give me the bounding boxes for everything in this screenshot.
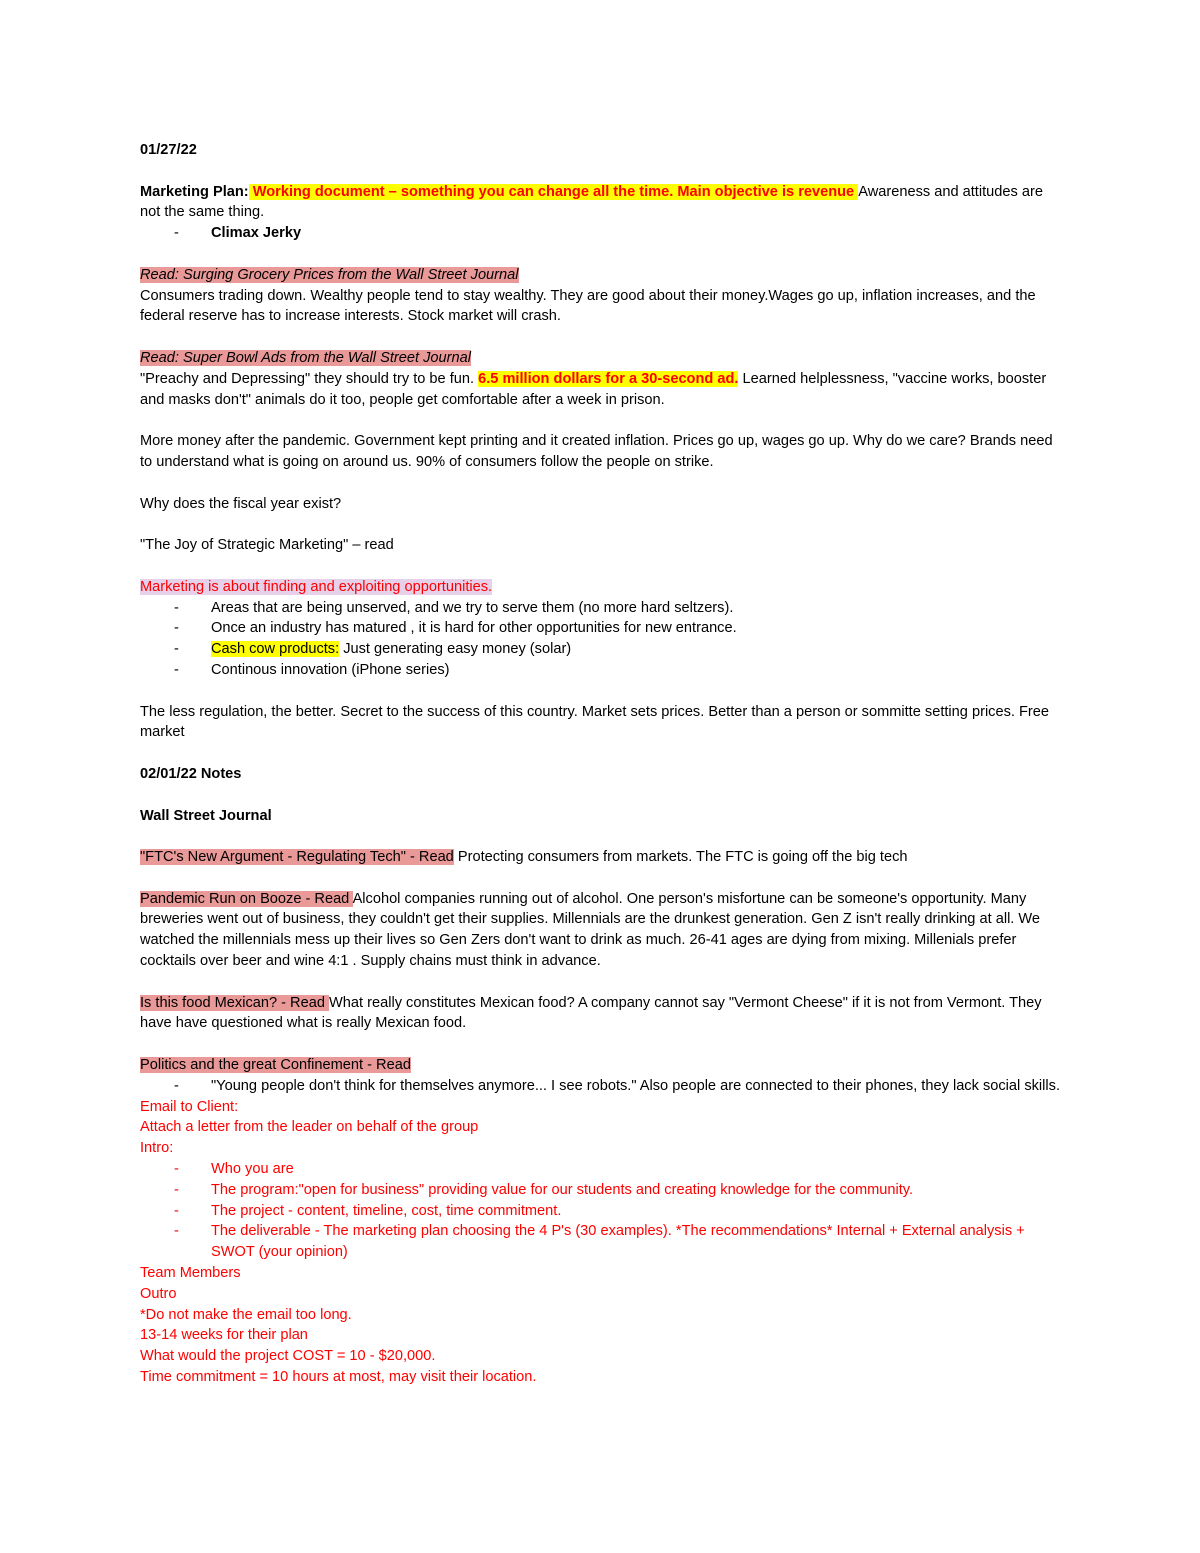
marketing-plan-label: Marketing Plan: bbox=[140, 183, 249, 200]
opportunities-list bbox=[140, 598, 1060, 681]
list-item: - Areas that are being unserved, and we try to serve them (no more hard seltzers). bbox=[174, 599, 734, 616]
opportunities-heading: Marketing is about finding and exploiting opportunities. bbox=[140, 578, 493, 595]
regulation-paragraph: The less regulation, the better. Secret to the success of this country. Market sets prices. Better than a person or sommitte setting prices. Free market bbox=[140, 703, 1050, 741]
email-line: Outro bbox=[140, 1285, 177, 1302]
fiscal-paragraph: Why does the fiscal year exist? bbox=[140, 495, 342, 512]
list-item: - Continous innovation (iPhone series) bbox=[174, 661, 450, 678]
joy-paragraph: "The Joy of Strategic Marketing" – read bbox=[140, 537, 394, 554]
money-paragraph: More money after the pandemic. Government kept printing and it created inflation. Prices go up, wages go up. Why do we care? Brands need to understand what is going on around us. 90% of consumers follow the people on strike. bbox=[140, 433, 1053, 470]
email-line: *Do not make the email too long. bbox=[140, 1306, 352, 1323]
ftc-paragraph: "FTC's New Argument - Regulating Tech" - Read Protecting consumers from markets. The FTC is going off the big tech bbox=[140, 849, 908, 866]
list-item: - Cash cow products: Just generating easy money (solar) bbox=[174, 641, 572, 658]
mexican-paragraph: Is this food Mexican? - Read What really constitutes Mexican food? A company cannot say "Vermont Cheese" if it is not from Vermont. They have have questioned what is really Mexican food. bbox=[140, 994, 1042, 1032]
email-line: Attach a letter from the leader on behalf of the group bbox=[140, 1119, 479, 1136]
read-title-superbowl: Read: Super Bowl Ads from the Wall Street Journal bbox=[140, 349, 471, 366]
list-item: - The deliverable - The marketing plan choosing the 4 P's (30 examples). *The recommendations* Internal + External analysis + SWOT (your opinion) bbox=[174, 1223, 1025, 1261]
list-item: - The project - content, timeline, cost, time commitment. bbox=[174, 1202, 562, 1219]
list-item: - Who you are bbox=[174, 1161, 294, 1178]
mexican-title: Is this food Mexican? - Read bbox=[140, 994, 329, 1011]
email-line: Time commitment = 10 hours at most, may visit their location. bbox=[140, 1369, 537, 1386]
wsj-heading: Wall Street Journal bbox=[140, 807, 272, 824]
read-title-grocery: Read: Surging Grocery Prices from the Wall Street Journal bbox=[140, 266, 519, 283]
cash-cow-highlight: Cash cow products: bbox=[211, 641, 340, 658]
list-item: - "Young people don't think for themselves anymore... I see robots." Also people are connected to their phones, they lack social skills. bbox=[174, 1077, 1060, 1094]
email-line: Intro: bbox=[140, 1140, 174, 1157]
marketing-plan-highlight: Working document – something you can change all the time. Main objective is revenue bbox=[248, 183, 859, 200]
marketing-plan-paragraph bbox=[140, 182, 1060, 224]
booze-paragraph: Pandemic Run on Booze - Read Alcohol companies running out of alcohol. One person's misfortune can be someone's opportunity. Many breweries went out of business, they couldn't get their supplies. Millennials are the drunkest generation. Gen Z isn't really drinking at all. We watched the millennials mess up their lives so Gen Zers don't want to drink as much. 26-41 ages are dying from mixing. Millenials prefer cocktails over beer and wine 4:1 . Supply chains must think in advance. bbox=[140, 890, 1041, 970]
document-body bbox=[140, 140, 1060, 1388]
list-item: - Once an industry has matured , it is hard for other opportunities for new entrance. bbox=[174, 620, 737, 637]
ftc-title: "FTC's New Argument - Regulating Tech" - Read bbox=[140, 849, 454, 866]
email-line: 13-14 weeks for their plan bbox=[140, 1327, 308, 1344]
booze-title: Pandemic Run on Booze - Read bbox=[140, 890, 353, 907]
politics-title: Politics and the great Confinement - Read bbox=[140, 1057, 411, 1074]
read-body-superbowl: "Preachy and Depressing" they should try to be fun. 6.5 million dollars for a 30-second ad. Learned helplessness, "vaccine works, booster and masks don't" animals do it too, people get comfortable after a week in prison. bbox=[140, 370, 1047, 408]
list-item: - The program:"open for business" providing value for our students and creating knowledge for the community. bbox=[174, 1181, 914, 1198]
date-heading-2: 02/01/22 Notes bbox=[140, 765, 242, 782]
date-heading-1: 01/27/22 bbox=[140, 142, 197, 158]
climax-list bbox=[140, 223, 1060, 244]
list-item: - Climax Jerky bbox=[140, 223, 1060, 244]
email-line: Team Members bbox=[140, 1265, 241, 1282]
read-body-grocery: Consumers trading down. Wealthy people tend to stay wealthy. They are good about their money.Wages go up, inflation increases, and the federal reserve has to increase interests. Stock market will crash. bbox=[140, 287, 1036, 325]
bullet-dash: - bbox=[174, 225, 179, 242]
email-intro-list bbox=[140, 1159, 1060, 1263]
marketing-plan-rest: Awareness and attitudes are not the same thing. bbox=[140, 183, 1043, 221]
email-line: What would the project COST = 10 - $20,000. bbox=[140, 1348, 436, 1365]
politics-list bbox=[140, 1076, 1060, 1097]
email-line: Email to Client: bbox=[140, 1098, 239, 1115]
ad-cost-highlight: 6.5 million dollars for a 30-second ad. bbox=[478, 370, 739, 387]
